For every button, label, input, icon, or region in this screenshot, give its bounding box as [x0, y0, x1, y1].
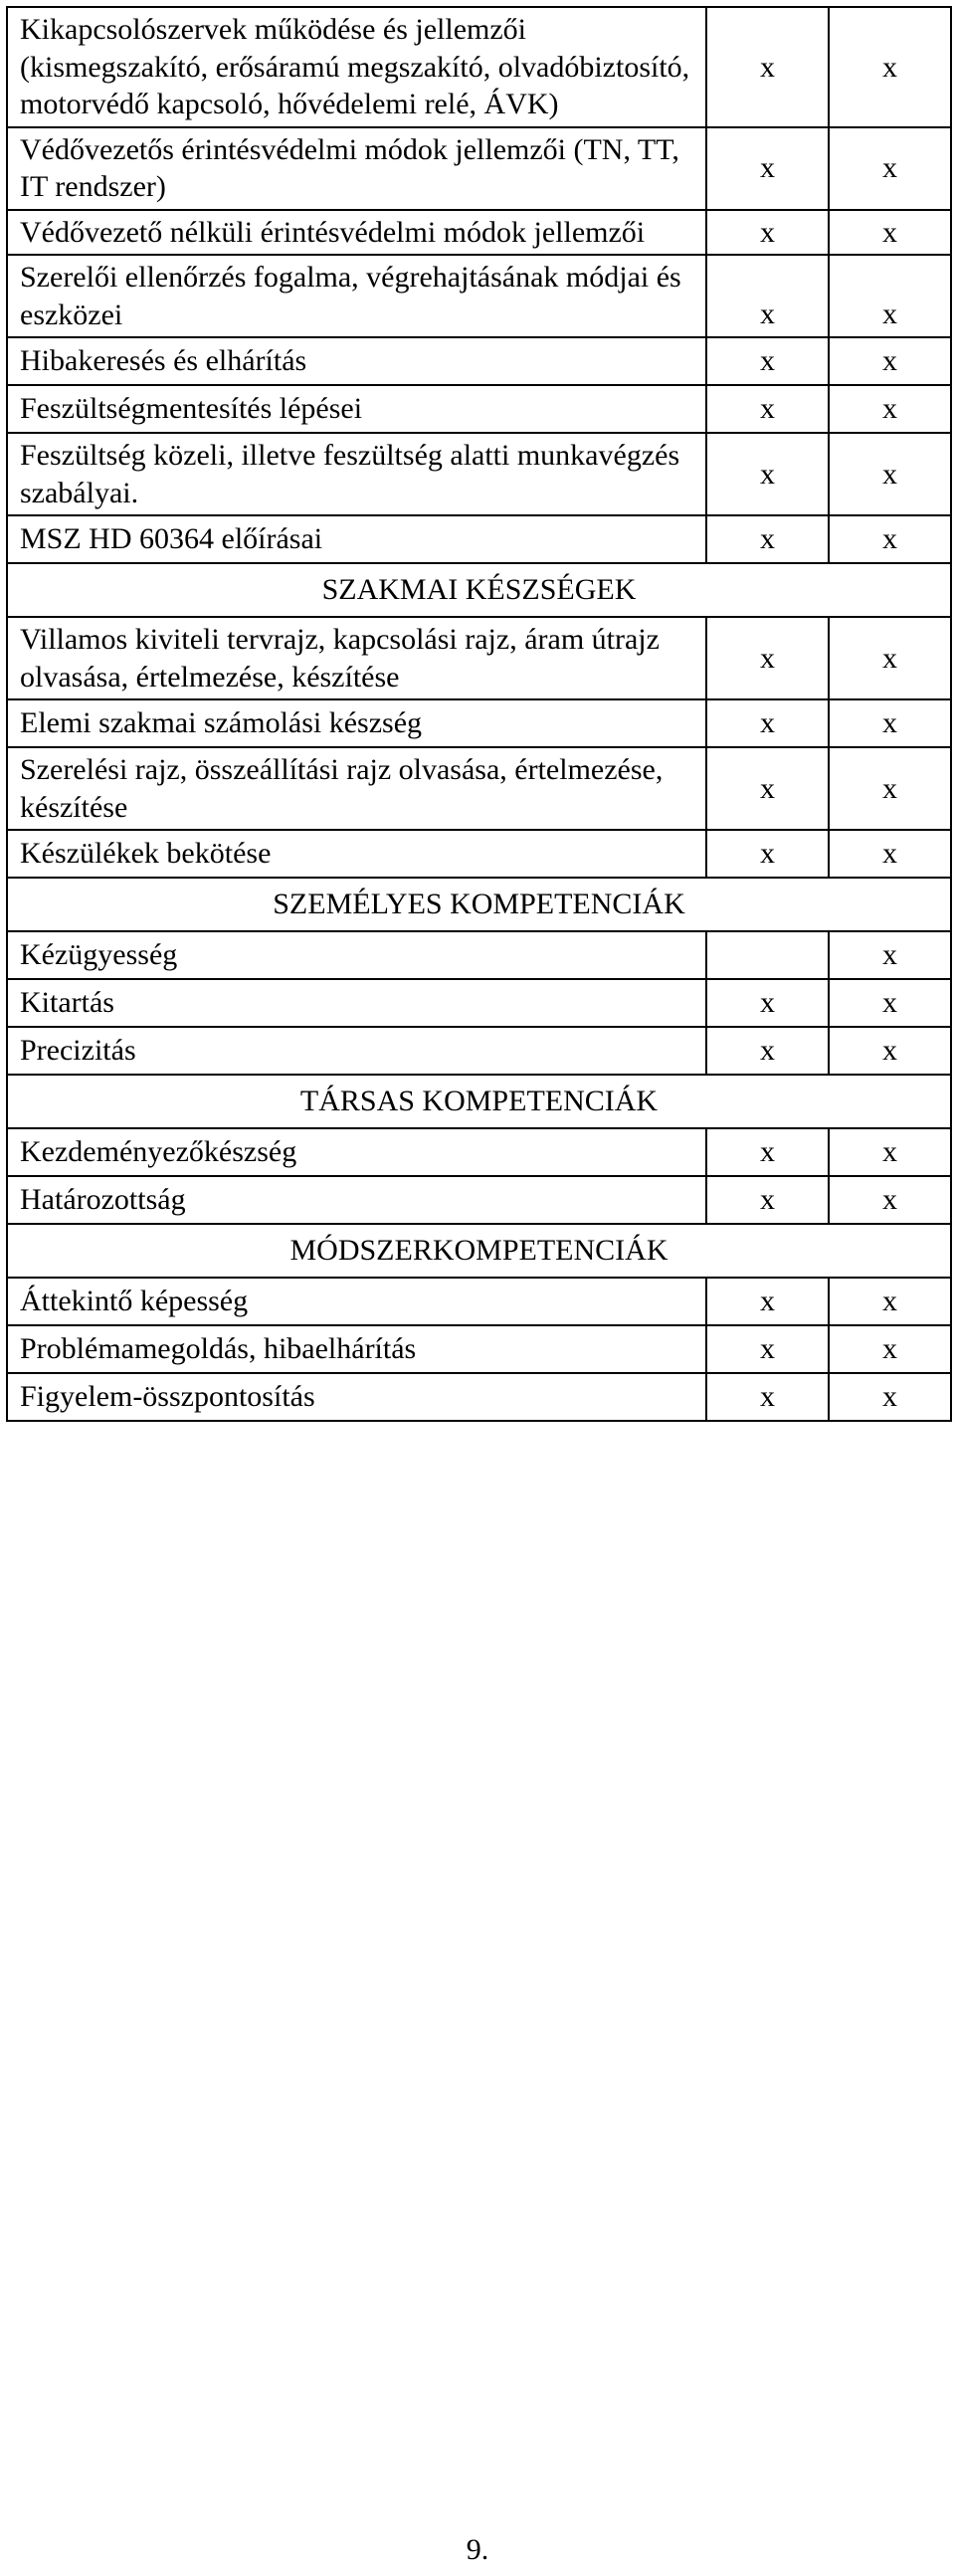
row-mark-2: x	[829, 255, 951, 337]
table-row	[7, 337, 951, 385]
row-description: Áttekintő képesség	[7, 1278, 706, 1325]
row-description: Védővezetős érintésvédelmi módok jellemzői (TN, TT, IT rendszer)	[7, 127, 706, 210]
row-description: Kézügyesség	[7, 931, 706, 979]
table-row	[7, 747, 951, 830]
row-mark-2: x	[829, 210, 951, 256]
row-mark-2: x	[829, 127, 951, 210]
row-mark-2: x	[829, 617, 951, 699]
row-description: Készülékek bekötése	[7, 830, 706, 878]
table-row	[7, 255, 951, 337]
row-mark-1: x	[706, 210, 829, 256]
row-mark-1: x	[706, 979, 829, 1027]
row-description: Kezdeményezőkészség	[7, 1128, 706, 1176]
row-mark-2: x	[829, 385, 951, 433]
row-description: Határozottság	[7, 1176, 706, 1224]
table-row	[7, 931, 951, 979]
row-mark-1	[706, 931, 829, 979]
row-mark-1: x	[706, 337, 829, 385]
row-mark-1: x	[706, 433, 829, 515]
section-heading: SZEMÉLYES KOMPETENCIÁK	[7, 878, 951, 931]
row-mark-1: x	[706, 127, 829, 210]
row-mark-2: x	[829, 1325, 951, 1373]
row-description: Hibakeresés és elhárítás	[7, 337, 706, 385]
row-mark-2: x	[829, 1176, 951, 1224]
table-row	[7, 385, 951, 433]
table-row	[7, 1373, 951, 1421]
row-mark-2: x	[829, 1128, 951, 1176]
row-mark-2: x	[829, 747, 951, 830]
row-mark-2: x	[829, 337, 951, 385]
section-heading: SZAKMAI KÉSZSÉGEK	[7, 563, 951, 617]
row-mark-1: x	[706, 7, 829, 127]
row-description: Problémamegoldás, hibaelhárítás	[7, 1325, 706, 1373]
table-row	[7, 830, 951, 878]
table-row	[7, 433, 951, 515]
row-description: Védővezető nélküli érintésvédelmi módok jellemzői	[7, 210, 706, 256]
row-description: Villamos kiviteli tervrajz, kapcsolási rajz, áram útrajz olvasása, értelmezése, készítése	[7, 617, 706, 699]
row-mark-1: x	[706, 617, 829, 699]
row-mark-1: x	[706, 747, 829, 830]
row-description: Elemi szakmai számolási készség	[7, 699, 706, 747]
row-mark-1: x	[706, 385, 829, 433]
table-row	[7, 1128, 951, 1176]
row-description: Feszültségmentesítés lépései	[7, 385, 706, 433]
row-description: Kikapcsolószervek működése és jellemzői (kismegszakító, erősáramú megszakító, olvadóbiztosító, motorvédő kapcsoló, hővédelemi relé, ÁVK)	[7, 7, 706, 127]
table-row	[7, 127, 951, 210]
row-mark-2: x	[829, 699, 951, 747]
section-row	[7, 563, 951, 617]
row-description: Kitartás	[7, 979, 706, 1027]
row-mark-2: x	[829, 515, 951, 563]
section-heading: MÓDSZERKOMPETENCIÁK	[7, 1224, 951, 1278]
row-mark-2: x	[829, 1027, 951, 1075]
table-row	[7, 515, 951, 563]
table-row	[7, 1027, 951, 1075]
row-mark-1: x	[706, 1176, 829, 1224]
row-mark-1: x	[706, 1278, 829, 1325]
row-description: Figyelem-összpontosítás	[7, 1373, 706, 1421]
row-mark-1: x	[706, 1373, 829, 1421]
table-row	[7, 210, 951, 256]
row-description: Szerelői ellenőrzés fogalma, végrehajtásának módjai és eszközei	[7, 255, 706, 337]
table-row	[7, 1176, 951, 1224]
row-mark-2: x	[829, 979, 951, 1027]
table-row	[7, 979, 951, 1027]
table-row	[7, 617, 951, 699]
row-description: Precizitás	[7, 1027, 706, 1075]
row-mark-1: x	[706, 699, 829, 747]
row-mark-2: x	[829, 1278, 951, 1325]
row-mark-2: x	[829, 830, 951, 878]
page-number: 9.	[466, 2533, 489, 2566]
row-mark-1: x	[706, 830, 829, 878]
row-mark-2: x	[829, 7, 951, 127]
row-mark-1: x	[706, 515, 829, 563]
table-row	[7, 1325, 951, 1373]
row-mark-1: x	[706, 1325, 829, 1373]
competency-table	[6, 6, 952, 1422]
row-description: Szerelési rajz, összeállítási rajz olvasása, értelmezése, készítése	[7, 747, 706, 830]
section-row	[7, 1075, 951, 1128]
row-mark-2: x	[829, 1373, 951, 1421]
table-row	[7, 7, 951, 127]
row-description: Feszültség közeli, illetve feszültség alatti munkavégzés szabályai.	[7, 433, 706, 515]
row-mark-1: x	[706, 255, 829, 337]
table-row	[7, 699, 951, 747]
section-row	[7, 878, 951, 931]
section-heading: TÁRSAS KOMPETENCIÁK	[7, 1075, 951, 1128]
table-row	[7, 1278, 951, 1325]
row-mark-1: x	[706, 1027, 829, 1075]
row-mark-2: x	[829, 433, 951, 515]
row-mark-2: x	[829, 931, 951, 979]
row-mark-1: x	[706, 1128, 829, 1176]
section-row	[7, 1224, 951, 1278]
row-description: MSZ HD 60364 előírásai	[7, 515, 706, 563]
